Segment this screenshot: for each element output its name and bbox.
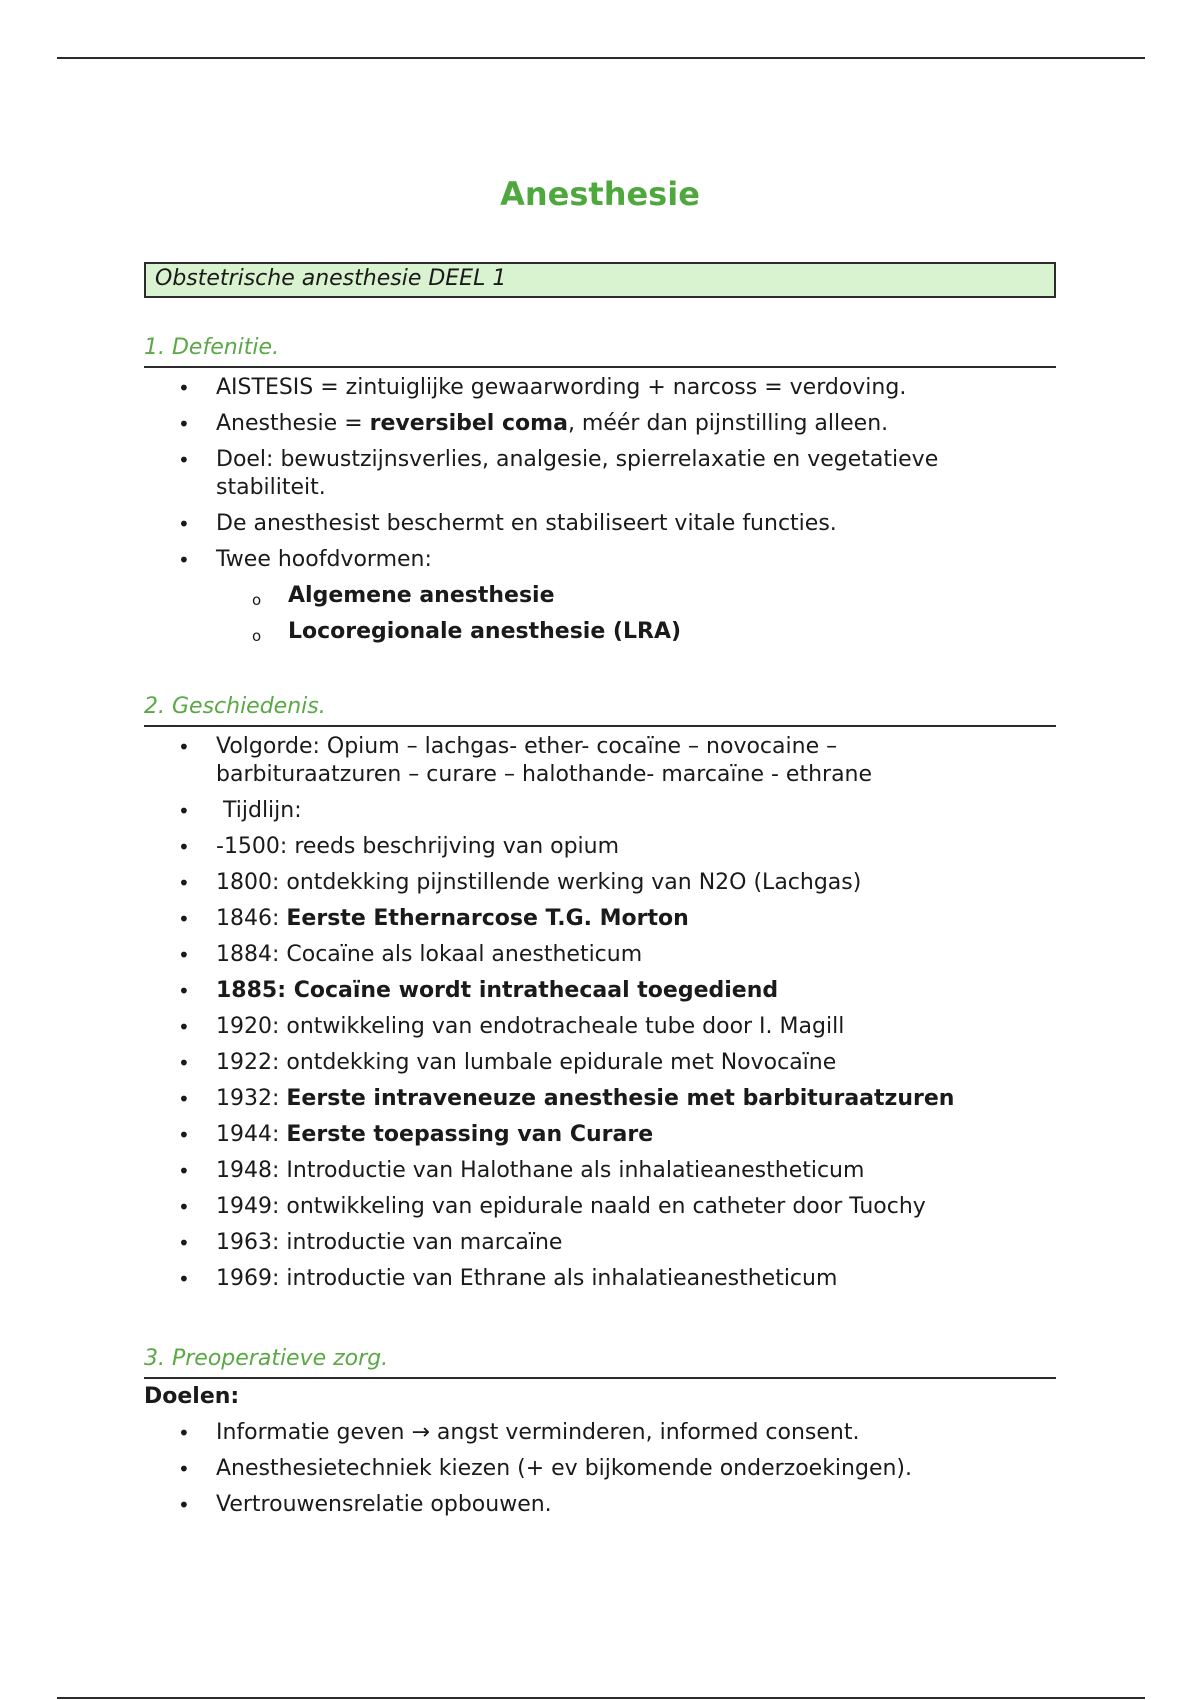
list-item: • AISTESIS = zintuiglijke gewaarwording + narcoss = verdoving. [144,370,1056,406]
list-item: • Vertrouwensrelatie opbouwen. [144,1487,1056,1523]
geschiedenis-list [144,729,1056,1297]
list-item: • 1800: ontdekking pijnstillende werking van N2O (Lachgas) [144,865,1056,901]
list-item: • 1949: ontwikkeling van epidurale naald en catheter door Tuochy [144,1189,1056,1225]
list-item: • Anesthesietechniek kiezen (+ ev bijkomende onderzoekingen). [144,1451,1056,1487]
top-rule [57,57,1145,59]
sub-list-item: o Locoregionale anesthesie (LRA) [144,614,1056,650]
list-item: • Informatie geven → angst verminderen, informed consent. [144,1415,1056,1451]
doelen-label: Doelen: [144,1384,240,1409]
section-geschiedenis [144,692,1056,1297]
list-item: • 1885: Cocaïne wordt intrathecaal toegediend [144,973,1056,1009]
list-item: • 1944: Eerste toepassing van Curare [144,1117,1056,1153]
list-item: • De anesthesist beschermt en stabiliseert vitale functies. [144,506,1056,542]
subtitle-box: Obstetrische anesthesie DEEL 1 [144,262,1056,298]
preoperatief-list [144,1415,1056,1523]
list-item: • 1932: Eerste intraveneuze anesthesie met barbituraatzuren [144,1081,1056,1117]
list-item: • 1884: Cocaïne als lokaal anestheticum [144,937,1056,973]
section-heading: 3. Preoperatieve zorg. [144,1344,1056,1379]
list-item: • 1963: introductie van marcaïne [144,1225,1056,1261]
definitie-list [144,370,1056,578]
sub-list-item: o Algemene anesthesie [144,578,1056,614]
list-item: • 1948: Introductie van Halothane als inhalatieanestheticum [144,1153,1056,1189]
list-item: • Doel: bewustzijnsverlies, analgesie, spierrelaxatie en vegetatieve stabiliteit. [144,442,1056,506]
list-item: • Anesthesie = reversibel coma, méér dan pijnstilling alleen. [144,406,1056,442]
section-heading: 2. Geschiedenis. [144,692,1056,727]
list-item: • Twee hoofdvormen: [144,542,1056,578]
page-title: Anesthesie [500,175,700,213]
section-preoperatief [144,1344,1056,1523]
list-item: • 1920: ontwikkeling van endotracheale tube door I. Magill [144,1009,1056,1045]
definitie-sublist [144,578,1056,650]
bottom-rule [57,1697,1145,1699]
list-item: • 1969: introductie van Ethrane als inhalatieanestheticum [144,1261,1056,1297]
section-heading: 1. Defenitie. [144,333,1056,368]
list-item: • Tijdlijn: [144,793,1056,829]
section-definitie [144,333,1056,650]
list-item: • 1922: ontdekking van lumbale epidurale met Novocaïne [144,1045,1056,1081]
list-item: • 1846: Eerste Ethernarcose T.G. Morton [144,901,1056,937]
list-item: • Volgorde: Opium – lachgas- ether- cocaïne – novocaine – barbituraatzuren – curare – halothande- marcaïne - ethrane [144,729,1056,793]
list-item: • -1500: reeds beschrijving van opium [144,829,1056,865]
